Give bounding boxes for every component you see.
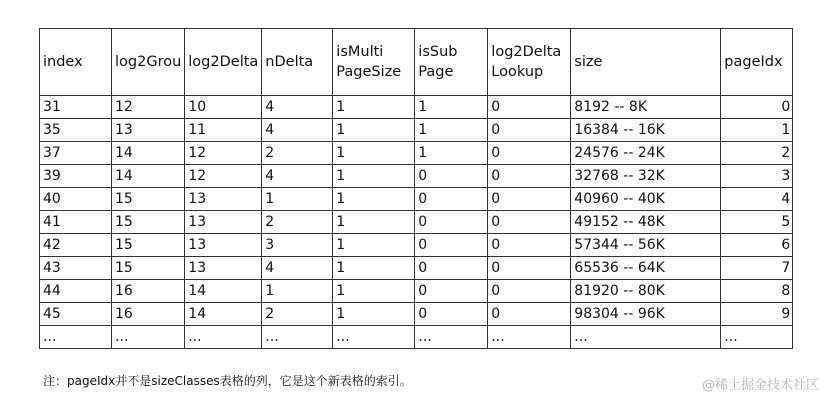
table-cell: ...: [262, 326, 333, 349]
table-cell: ...: [571, 326, 721, 349]
table-cell: 0: [488, 234, 571, 257]
table-cell: 15: [112, 188, 185, 211]
table-cell: 0: [488, 257, 571, 280]
size-table-container: [39, 28, 793, 349]
table-cell: 32768 -- 32K: [571, 165, 721, 188]
table-cell: 45: [40, 303, 112, 326]
table-row: [40, 119, 793, 142]
table-cell: 16: [112, 303, 185, 326]
table-row: [40, 188, 793, 211]
table-header-row: [40, 29, 793, 96]
footnote: 注：pageIdx并不是sizeClasses表格的列，它是这个新表格的索引。: [43, 374, 412, 388]
table-row: [40, 303, 793, 326]
table-cell: 0: [488, 211, 571, 234]
table-cell: 42: [40, 234, 112, 257]
table-cell: 15: [112, 211, 185, 234]
table-cell: 13: [185, 257, 262, 280]
table-cell: 3: [721, 165, 793, 188]
table-cell: 1: [415, 119, 488, 142]
table-cell: 1: [262, 280, 333, 303]
header-issubpage: isSub Page: [415, 29, 488, 96]
table-cell: 3: [262, 234, 333, 257]
table-cell: 0: [415, 257, 488, 280]
table-cell: ...: [333, 326, 415, 349]
table-cell: 16384 -- 16K: [571, 119, 721, 142]
table-cell: 5: [721, 211, 793, 234]
header-log2deltalookup: log2Delta Lookup: [488, 29, 571, 96]
table-cell: 1: [262, 188, 333, 211]
header-log2group: log2Grou: [112, 29, 185, 96]
table-cell: 4: [262, 119, 333, 142]
table-cell: 12: [112, 96, 185, 119]
table-cell: 16: [112, 280, 185, 303]
table-cell: ...: [721, 326, 793, 349]
table-cell: 14: [185, 303, 262, 326]
table-cell: 39: [40, 165, 112, 188]
table-body: [40, 96, 793, 349]
table-cell: 14: [112, 165, 185, 188]
table-cell: 1: [333, 280, 415, 303]
table-cell: 0: [415, 165, 488, 188]
table-cell: 2: [262, 303, 333, 326]
header-pageidx: pageIdx: [721, 29, 793, 96]
size-classes-table: [39, 28, 793, 349]
table-cell: 1: [333, 188, 415, 211]
table-cell: 40960 -- 40K: [571, 188, 721, 211]
table-cell: 1: [721, 119, 793, 142]
header-ismultipagesize: isMulti PageSize: [333, 29, 415, 96]
table-cell: 13: [185, 234, 262, 257]
table-cell: ...: [40, 326, 112, 349]
table-cell: ...: [112, 326, 185, 349]
table-cell: 1: [333, 96, 415, 119]
table-cell: 31: [40, 96, 112, 119]
table-cell: 0: [415, 280, 488, 303]
table-cell: 9: [721, 303, 793, 326]
table-cell: 37: [40, 142, 112, 165]
table-cell: 2: [721, 142, 793, 165]
table-row: [40, 211, 793, 234]
table-cell: 10: [185, 96, 262, 119]
table-cell: 57344 -- 56K: [571, 234, 721, 257]
table-cell: 15: [112, 257, 185, 280]
table-cell: 0: [488, 96, 571, 119]
table-cell: 0: [415, 188, 488, 211]
watermark: @稀土掘金技术社区: [701, 378, 819, 393]
table-cell: 1: [333, 234, 415, 257]
table-cell: 1: [415, 142, 488, 165]
table-cell: 0: [415, 234, 488, 257]
table-cell: 0: [488, 165, 571, 188]
table-cell: 4: [262, 96, 333, 119]
table-cell: 1: [333, 119, 415, 142]
table-cell: 6: [721, 234, 793, 257]
table-cell: 98304 -- 96K: [571, 303, 721, 326]
table-cell: 0: [488, 280, 571, 303]
table-cell: 1: [333, 303, 415, 326]
table-cell: 4: [262, 257, 333, 280]
table-cell: 44: [40, 280, 112, 303]
table-cell: 43: [40, 257, 112, 280]
table-cell: 8192 -- 8K: [571, 96, 721, 119]
table-cell: 15: [112, 234, 185, 257]
table-cell: ...: [488, 326, 571, 349]
header-index: index: [40, 29, 112, 96]
table-cell: ...: [415, 326, 488, 349]
table-cell: ...: [185, 326, 262, 349]
table-cell: 0: [488, 303, 571, 326]
table-cell: 0: [488, 188, 571, 211]
table-cell: 0: [721, 96, 793, 119]
table-cell: 81920 -- 80K: [571, 280, 721, 303]
table-cell: 2: [262, 142, 333, 165]
table-cell: 14: [112, 142, 185, 165]
table-cell: 1: [415, 96, 488, 119]
header-log2delta: log2Delta: [185, 29, 262, 96]
table-row: [40, 96, 793, 119]
table-cell: 0: [488, 142, 571, 165]
table-cell: 1: [333, 211, 415, 234]
table-cell: 24576 -- 24K: [571, 142, 721, 165]
table-cell: 4: [262, 165, 333, 188]
table-row: [40, 165, 793, 188]
table-cell: 49152 -- 48K: [571, 211, 721, 234]
table-cell: 1: [333, 165, 415, 188]
table-cell: 12: [185, 142, 262, 165]
table-cell: 1: [333, 142, 415, 165]
table-cell: 1: [333, 257, 415, 280]
table-cell: 13: [185, 211, 262, 234]
table-cell: 35: [40, 119, 112, 142]
table-cell: 0: [415, 303, 488, 326]
header-size: size: [571, 29, 721, 96]
table-cell: 40: [40, 188, 112, 211]
table-cell: 11: [185, 119, 262, 142]
table-row: [40, 326, 793, 349]
table-cell: 65536 -- 64K: [571, 257, 721, 280]
table-cell: 8: [721, 280, 793, 303]
table-row: [40, 142, 793, 165]
table-cell: 4: [721, 188, 793, 211]
table-cell: 13: [112, 119, 185, 142]
table-cell: 14: [185, 280, 262, 303]
table-cell: 0: [415, 211, 488, 234]
table-cell: 0: [488, 119, 571, 142]
table-row: [40, 234, 793, 257]
table-cell: 2: [262, 211, 333, 234]
table-row: [40, 280, 793, 303]
table-cell: 13: [185, 188, 262, 211]
table-cell: 7: [721, 257, 793, 280]
table-row: [40, 257, 793, 280]
header-ndelta: nDelta: [262, 29, 333, 96]
table-cell: 12: [185, 165, 262, 188]
table-cell: 41: [40, 211, 112, 234]
